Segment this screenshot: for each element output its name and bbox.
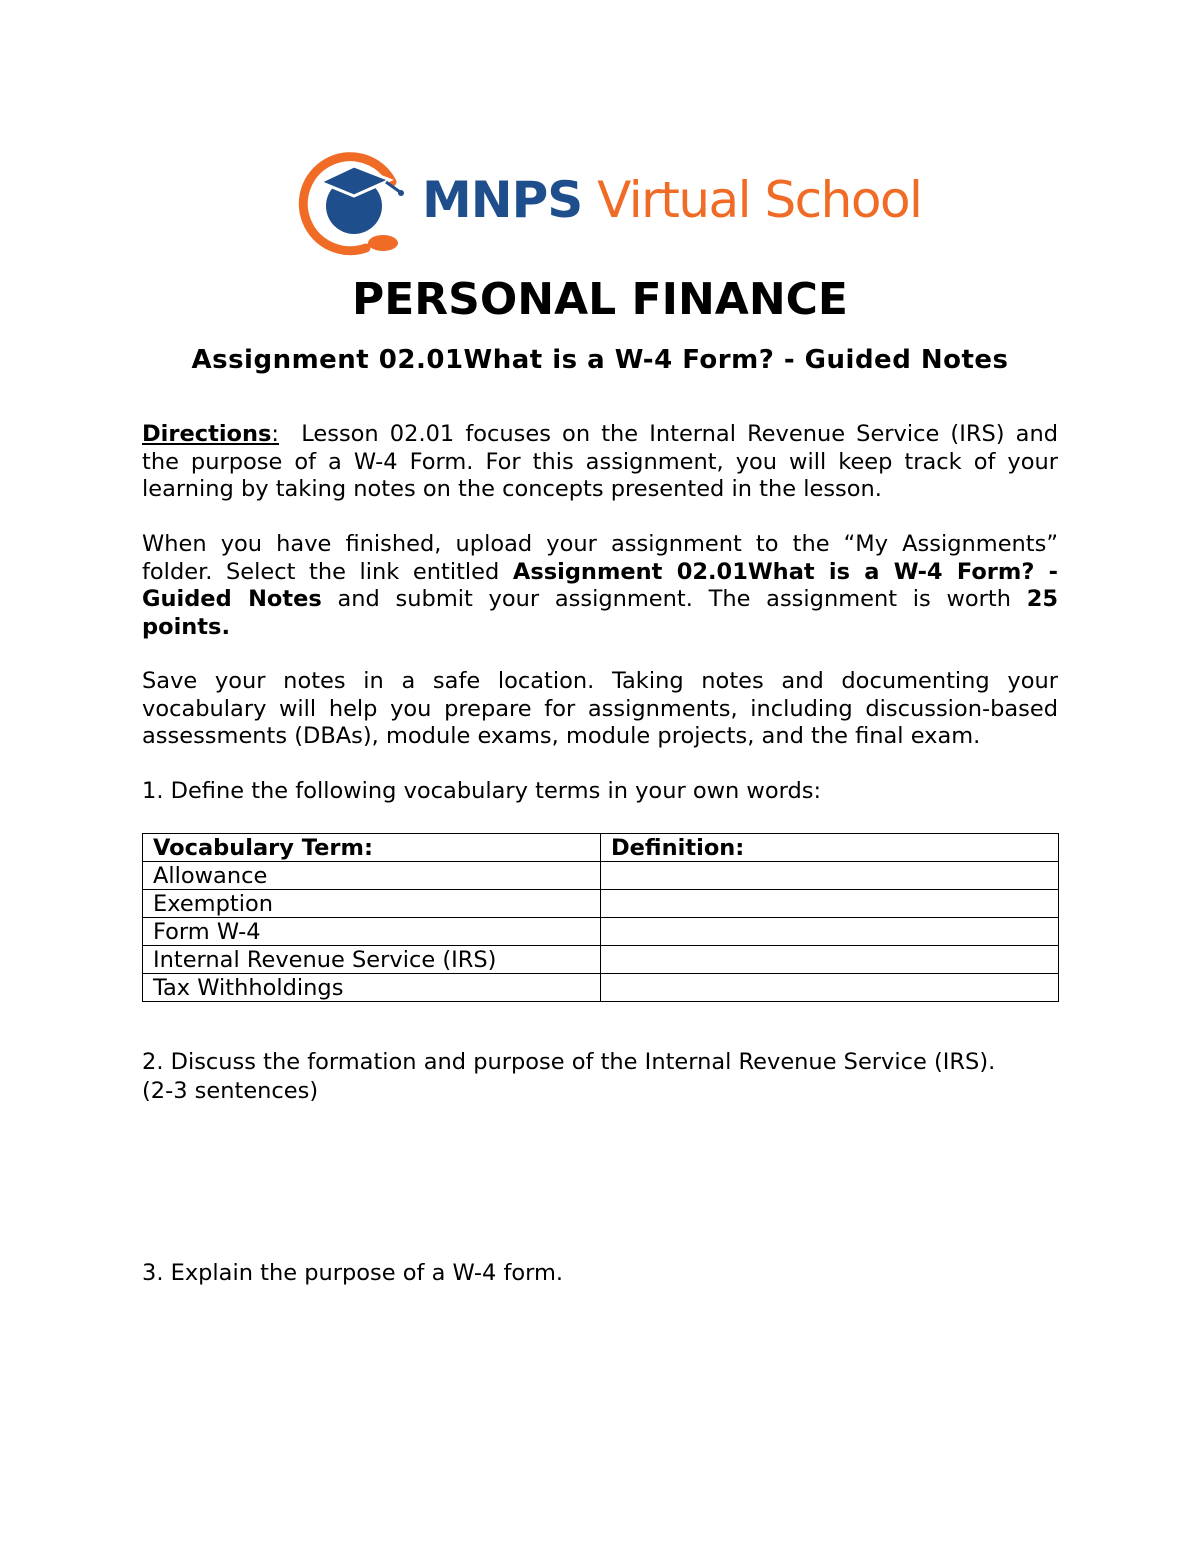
directions-paragraph — [142, 421, 1066, 504]
definition-cell[interactable] — [601, 862, 1059, 890]
header-definition: Definition: — [601, 834, 1059, 862]
logo-brand: MNPS — [422, 171, 583, 229]
definition-cell[interactable] — [601, 918, 1059, 946]
term-cell: Allowance — [143, 862, 601, 890]
directions-colon: : — [271, 421, 280, 447]
directions-label: Directions — [142, 421, 272, 447]
table-row — [143, 890, 1059, 918]
submit-mid: and submit your assignment. The assignment is worth — [321, 586, 1027, 612]
logo-school-name: Virtual School — [597, 171, 922, 229]
table-header-row — [143, 834, 1059, 862]
submit-paragraph — [142, 531, 1058, 641]
question-1: 1. Define the following vocabulary terms in your own words: — [142, 778, 822, 804]
table-row — [143, 946, 1059, 974]
term-cell: Exemption — [143, 890, 601, 918]
page-title: PERSONAL FINANCE — [352, 274, 848, 325]
directions-text: Lesson 02.01 focuses on the Internal Revenue Service (IRS) and the purpose of a W-4 Form. For this assignment, you will keep track of your learning by taking notes on the concepts presented in the lesson. — [142, 421, 1066, 502]
definition-cell[interactable] — [601, 974, 1059, 1002]
definition-cell[interactable] — [601, 890, 1059, 918]
table-row — [143, 862, 1059, 890]
definition-cell[interactable] — [601, 946, 1059, 974]
submit-pre: When you have finished, upload your assignment to the “My Assignments” folder. Select the link entitled — [142, 531, 1058, 585]
table-row — [143, 974, 1059, 1002]
logo-wordmark — [422, 168, 921, 232]
table-row — [143, 918, 1059, 946]
question-2-length-hint: (2-3 sentences) — [142, 1077, 319, 1104]
submit-link-name: Assignment 02.01What is a W-4 Form? - Guided Notes — [142, 558, 1058, 612]
save-notes-paragraph: Save your notes in a safe location. Taking notes and documenting your vocabulary will help you prepare for assignments, including discussion-based assessments (DBAs), module exams, module projects, and the final exam. — [142, 668, 1058, 749]
vocabulary-table — [142, 833, 1059, 1002]
question-2 — [142, 1049, 1058, 1105]
term-cell: Form W-4 — [143, 918, 601, 946]
logo-emblem-icon — [296, 142, 416, 257]
header-vocabulary-term: Vocabulary Term: — [143, 834, 601, 862]
term-cell: Tax Withholdings — [143, 974, 601, 1002]
question-3: 3. Explain the purpose of a W-4 form. — [142, 1260, 564, 1286]
assignment-subtitle: Assignment 02.01What is a W-4 Form? - Guided Notes — [191, 345, 1009, 375]
term-cell: Internal Revenue Service (IRS) — [143, 946, 601, 974]
question-2-prompt: 2. Discuss the formation and purpose of the Internal Revenue Service (IRS). — [142, 1049, 996, 1075]
submit-points: 25 points. — [142, 586, 1058, 640]
